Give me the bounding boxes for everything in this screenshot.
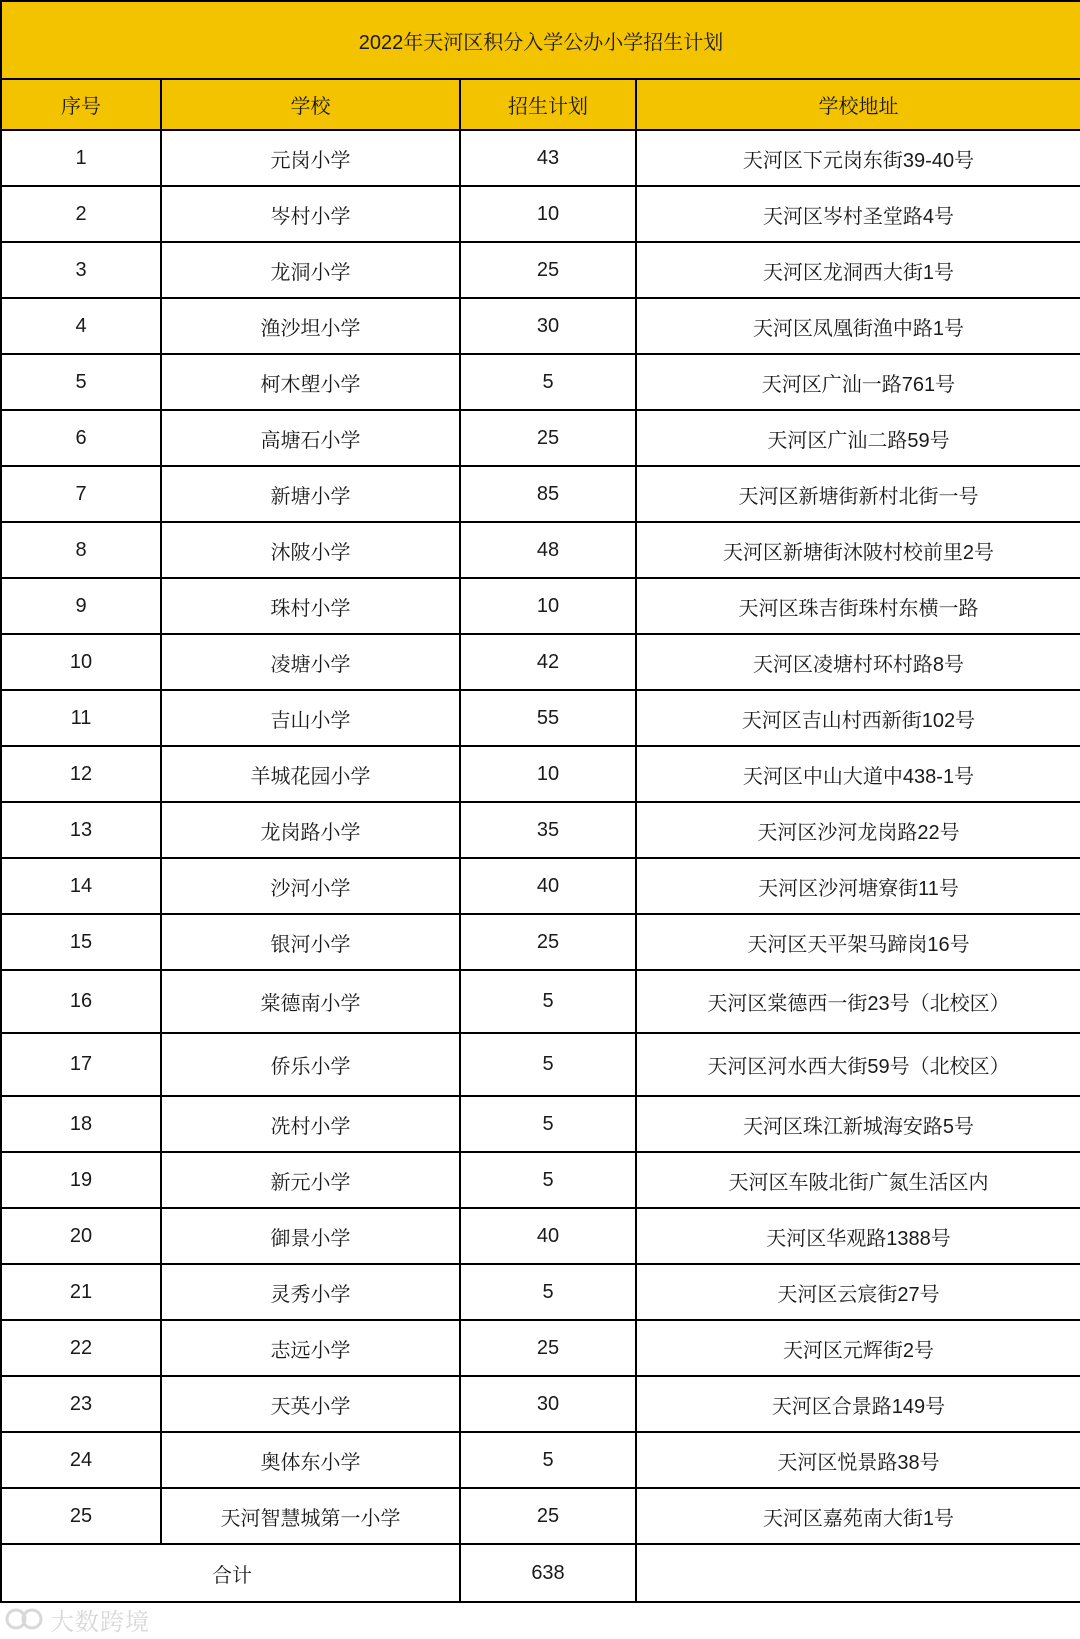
cell-school: 新元小学: [161, 1152, 460, 1208]
cell-plan: 30: [460, 1376, 636, 1432]
total-empty-cell: [636, 1544, 1080, 1602]
cell-school: 岑村小学: [161, 186, 460, 242]
table-row: [1, 1432, 1080, 1488]
cell-no: 12: [1, 746, 161, 802]
cell-plan: 25: [460, 1488, 636, 1544]
watermark: [4, 1603, 150, 1635]
table-row: [1, 578, 1080, 634]
watermark-logo-icon: [4, 1606, 46, 1632]
cell-no: 18: [1, 1096, 161, 1152]
cell-address: 天河区中山大道中438-1号: [636, 746, 1080, 802]
table-row: [1, 1096, 1080, 1152]
cell-school: 志远小学: [161, 1320, 460, 1376]
table-row: [1, 690, 1080, 746]
cell-plan: 5: [460, 970, 636, 1033]
table-row: [1, 1152, 1080, 1208]
cell-plan: 5: [460, 1152, 636, 1208]
cell-address: 天河区岑村圣堂路4号: [636, 186, 1080, 242]
cell-no: 19: [1, 1152, 161, 1208]
cell-address: 天河区凤凰街渔中路1号: [636, 298, 1080, 354]
cell-school: 天河智慧城第一小学: [161, 1488, 460, 1544]
table-row: [1, 746, 1080, 802]
cell-plan: 25: [460, 1320, 636, 1376]
cell-school: 元岗小学: [161, 130, 460, 186]
cell-plan: 25: [460, 914, 636, 970]
cell-address: 天河区龙洞西大街1号: [636, 242, 1080, 298]
cell-school: 沙河小学: [161, 858, 460, 914]
table-row: [1, 354, 1080, 410]
table-row: [1, 858, 1080, 914]
cell-no: 20: [1, 1208, 161, 1264]
cell-plan: 40: [460, 858, 636, 914]
cell-plan: 43: [460, 130, 636, 186]
cell-school: 奥体东小学: [161, 1432, 460, 1488]
cell-no: 5: [1, 354, 161, 410]
table-row: [1, 410, 1080, 466]
cell-no: 10: [1, 634, 161, 690]
cell-address: 天河区云宸街27号: [636, 1264, 1080, 1320]
cell-address: 天河区吉山村西新街102号: [636, 690, 1080, 746]
cell-school: 灵秀小学: [161, 1264, 460, 1320]
table-row: [1, 186, 1080, 242]
cell-no: 4: [1, 298, 161, 354]
cell-plan: 5: [460, 1432, 636, 1488]
table-row: [1, 970, 1080, 1033]
cell-plan: 40: [460, 1208, 636, 1264]
cell-school: 侨乐小学: [161, 1033, 460, 1096]
table-row: [1, 1320, 1080, 1376]
cell-school: 凌塘小学: [161, 634, 460, 690]
cell-school: 龙洞小学: [161, 242, 460, 298]
cell-address: 天河区华观路1388号: [636, 1208, 1080, 1264]
cell-school: 吉山小学: [161, 690, 460, 746]
cell-school: 羊城花园小学: [161, 746, 460, 802]
cell-plan: 42: [460, 634, 636, 690]
cell-plan: 5: [460, 1264, 636, 1320]
cell-no: 16: [1, 970, 161, 1033]
table-row: [1, 802, 1080, 858]
header-address: 学校地址: [636, 79, 1080, 130]
table-row: [1, 522, 1080, 578]
cell-plan: 5: [460, 354, 636, 410]
header-row: [1, 79, 1080, 130]
cell-no: 11: [1, 690, 161, 746]
cell-address: 天河区悦景路38号: [636, 1432, 1080, 1488]
cell-no: 7: [1, 466, 161, 522]
cell-no: 25: [1, 1488, 161, 1544]
cell-school: 高塘石小学: [161, 410, 460, 466]
cell-no: 22: [1, 1320, 161, 1376]
cell-no: 9: [1, 578, 161, 634]
cell-no: 15: [1, 914, 161, 970]
table-row: [1, 298, 1080, 354]
cell-plan: 5: [460, 1033, 636, 1096]
header-plan: 招生计划: [460, 79, 636, 130]
cell-no: 3: [1, 242, 161, 298]
cell-school: 棠德南小学: [161, 970, 460, 1033]
cell-plan: 10: [460, 186, 636, 242]
cell-school: 新塘小学: [161, 466, 460, 522]
title-row: [1, 1, 1080, 79]
cell-no: 23: [1, 1376, 161, 1432]
cell-address: 天河区广汕二路59号: [636, 410, 1080, 466]
cell-no: 1: [1, 130, 161, 186]
cell-school: 御景小学: [161, 1208, 460, 1264]
table-row: [1, 130, 1080, 186]
cell-plan: 25: [460, 410, 636, 466]
table-title: 2022年天河区积分入学公办小学招生计划: [1, 1, 1080, 79]
cell-plan: 35: [460, 802, 636, 858]
cell-no: 17: [1, 1033, 161, 1096]
cell-plan: 85: [460, 466, 636, 522]
cell-school: 柯木塱小学: [161, 354, 460, 410]
table-row: [1, 466, 1080, 522]
cell-school: 银河小学: [161, 914, 460, 970]
table-row: [1, 242, 1080, 298]
cell-address: 天河区棠德西一街23号（北校区）: [636, 970, 1080, 1033]
cell-school: 冼村小学: [161, 1096, 460, 1152]
cell-address: 天河区合景路149号: [636, 1376, 1080, 1432]
cell-no: 14: [1, 858, 161, 914]
cell-no: 2: [1, 186, 161, 242]
cell-school: 龙岗路小学: [161, 802, 460, 858]
cell-address: 天河区沙河塘寮街11号: [636, 858, 1080, 914]
cell-plan: 5: [460, 1096, 636, 1152]
table-row: [1, 634, 1080, 690]
cell-address: 天河区新塘街沐陂村校前里2号: [636, 522, 1080, 578]
table-row: [1, 1488, 1080, 1544]
cell-address: 天河区广汕一路761号: [636, 354, 1080, 410]
table-row: [1, 914, 1080, 970]
cell-address: 天河区凌塘村环村路8号: [636, 634, 1080, 690]
table-row: [1, 1264, 1080, 1320]
cell-no: 21: [1, 1264, 161, 1320]
cell-address: 天河区天平架马蹄岗16号: [636, 914, 1080, 970]
cell-address: 天河区珠江新城海安路5号: [636, 1096, 1080, 1152]
table-row: [1, 1033, 1080, 1096]
cell-address: 天河区沙河龙岗路22号: [636, 802, 1080, 858]
cell-address: 天河区珠吉街珠村东横一路: [636, 578, 1080, 634]
cell-plan: 10: [460, 578, 636, 634]
cell-plan: 55: [460, 690, 636, 746]
cell-address: 天河区元辉街2号: [636, 1320, 1080, 1376]
cell-address: 天河区河水西大街59号（北校区）: [636, 1033, 1080, 1096]
cell-no: 8: [1, 522, 161, 578]
cell-school: 沐陂小学: [161, 522, 460, 578]
cell-no: 24: [1, 1432, 161, 1488]
cell-no: 13: [1, 802, 161, 858]
header-no: 序号: [1, 79, 161, 130]
total-value: 638: [460, 1544, 636, 1602]
cell-plan: 30: [460, 298, 636, 354]
cell-address: 天河区车陂北街广氮生活区内: [636, 1152, 1080, 1208]
cell-address: 天河区嘉苑南大街1号: [636, 1488, 1080, 1544]
watermark-text: 大数跨境: [50, 1607, 150, 1636]
table-row: [1, 1376, 1080, 1432]
header-school: 学校: [161, 79, 460, 130]
cell-school: 珠村小学: [161, 578, 460, 634]
cell-school: 天英小学: [161, 1376, 460, 1432]
cell-no: 6: [1, 410, 161, 466]
cell-address: 天河区下元岗东街39-40号: [636, 130, 1080, 186]
cell-plan: 25: [460, 242, 636, 298]
total-row: [1, 1544, 1080, 1602]
total-label: 合计: [1, 1544, 460, 1602]
cell-plan: 10: [460, 746, 636, 802]
cell-address: 天河区新塘街新村北街一号: [636, 466, 1080, 522]
cell-school: 渔沙坦小学: [161, 298, 460, 354]
table-row: [1, 1208, 1080, 1264]
cell-plan: 48: [460, 522, 636, 578]
